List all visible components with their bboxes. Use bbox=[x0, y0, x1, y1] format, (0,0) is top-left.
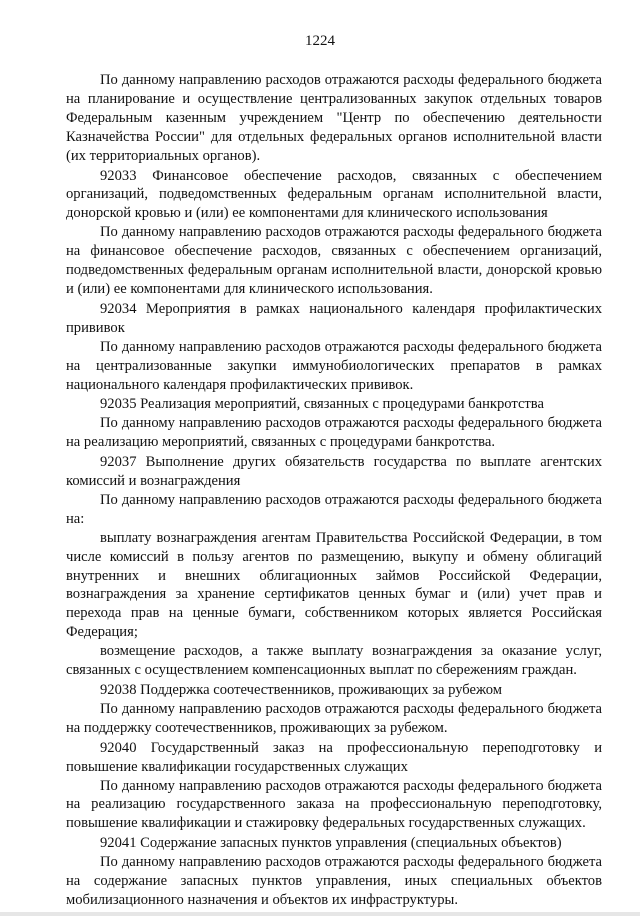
paragraph: По данному направлению расходов отражаются расходы федерального бюджета на реализацию мероприятий, связанных с процедурами банкротства. bbox=[66, 415, 602, 451]
paragraph: По данному направлению расходов отражаются расходы федерального бюджета на реализацию государственного заказа на профессиональную переподготовку, повышение квалификации и стажировку федеральных государственных служащих. bbox=[66, 777, 602, 832]
paragraph: По данному направлению расходов отражаются расходы федерального бюджета на планирование и осуществление централизованных закупок отдельных товаров Федеральным казенным учреждением "Центр по обеспечению деятельности Казначейства России" для отдельных федеральных органов исполнительной власти (их территориальных органов). bbox=[66, 72, 602, 164]
document-body bbox=[66, 71, 602, 910]
section-heading: 92035 Реализация мероприятий, связанных с процедурами банкротства bbox=[100, 396, 544, 413]
scan-bottom-edge bbox=[0, 912, 640, 916]
section-heading: 92038 Поддержка соотечественников, проживающих за рубежом bbox=[100, 682, 502, 698]
list-item: возмещение расходов, а также выплату вознаграждения за оказание услуг, связанных с осуществлением компенсационных выплат по сбережениям граждан. bbox=[66, 643, 602, 679]
paragraph: По данному направлению расходов отражаются расходы федерального бюджета на содержание запасных пунктов управления, иных специальных объектов мобилизационного назначения и объектов их инфраструктуры. bbox=[66, 854, 602, 908]
section-heading: 92041 Содержание запасных пунктов управления (специальных объектов) bbox=[100, 835, 562, 852]
paragraph: По данному направлению расходов отражаются расходы федерального бюджета на централизованные закупки иммунобиологических препаратов в рамках национального календаря профилактических прививок. bbox=[66, 338, 602, 393]
section-heading: 92040 Государственный заказ на профессиональную переподготовку и повышение квалификации государственных служащих bbox=[66, 739, 602, 775]
paragraph: По данному направлению расходов отражаются расходы федерального бюджета на: bbox=[66, 491, 602, 527]
section-heading: 92037 Выполнение других обязательств государства по выплате агентских комиссий и вознаграждения bbox=[66, 454, 602, 490]
section-heading: 92033 Финансовое обеспечение расходов, связанных с обеспечением организаций, подведомственных федеральным органам исполнительной власти, донорской кровью и (или) ее компонентами для клинического использования bbox=[66, 167, 602, 222]
page-number: 1224 bbox=[305, 33, 335, 49]
paragraph: По данному направлению расходов отражаются расходы федерального бюджета на поддержку соотечественников, проживающих за рубежом. bbox=[66, 700, 602, 736]
section-heading: 92034 Мероприятия в рамках национального календаря профилактических прививок bbox=[66, 300, 602, 336]
paragraph: По данному направлению расходов отражаются расходы федерального бюджета на финансовое обеспечение расходов, связанных с обеспечением организаций, подведомственных федеральным органам исполнительной власти, донорской кровью и (или) ее компонентами для клинического использования. bbox=[66, 224, 602, 297]
list-item: выплату вознаграждения агентам Правительства Российской Федерации, в том числе комиссий в пользу агентов по размещению, выкупу и обмену облигаций внутренних и внешних облигационных займов Российской Федерации, вознаграждения за хранение сертификатов ценных бумаг и (или) учет прав и перехода прав на ценные бумаги, собственником которых является Российская Федерация; bbox=[66, 529, 602, 641]
